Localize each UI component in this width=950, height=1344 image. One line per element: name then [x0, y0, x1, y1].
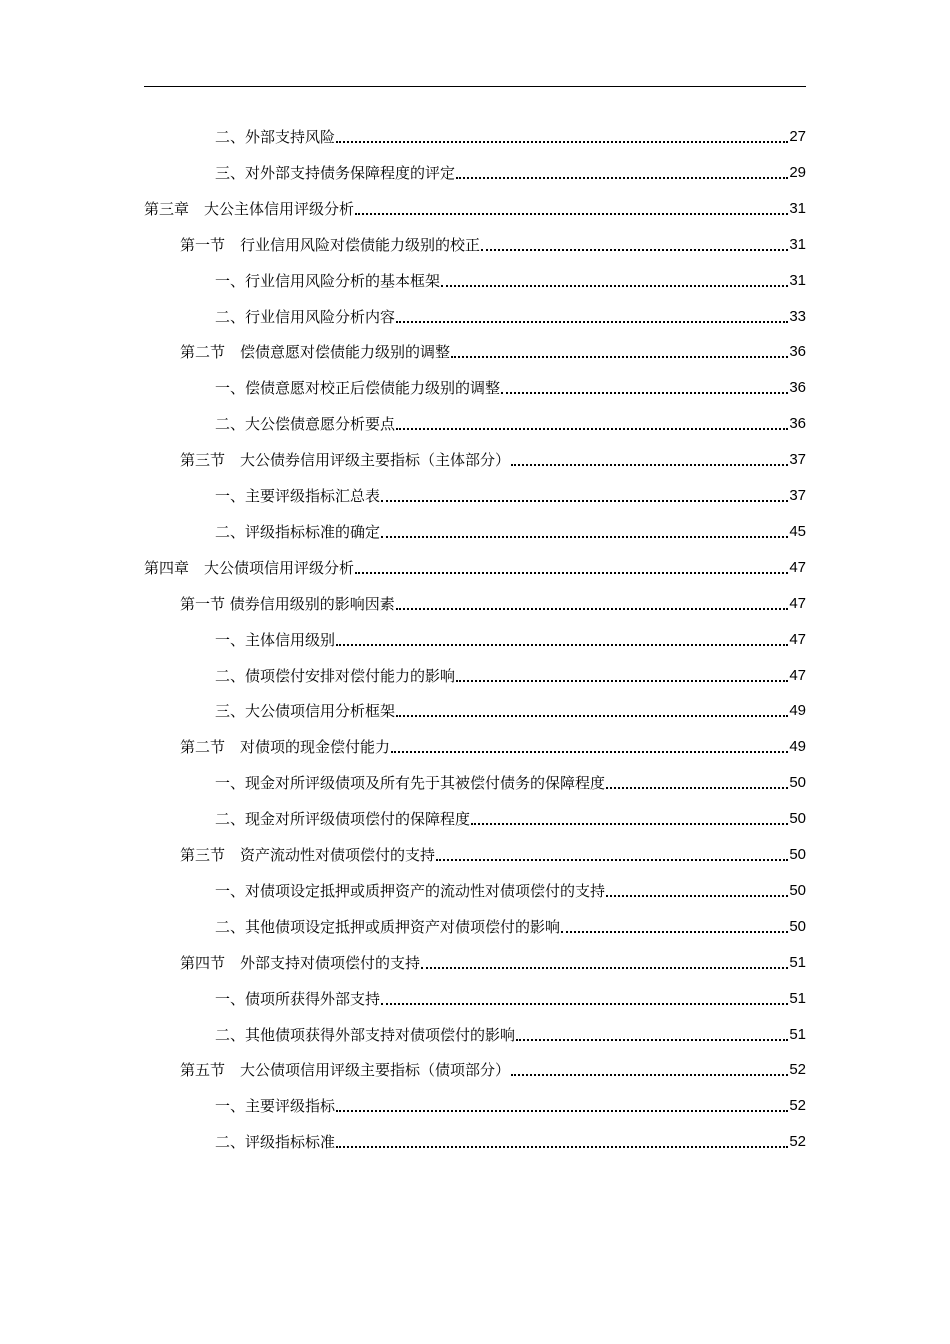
dot-leader [336, 137, 788, 143]
toc-entry[interactable] [215, 757, 806, 793]
dot-leader [396, 424, 788, 430]
dot-leader [436, 855, 788, 861]
dot-leader [355, 209, 788, 215]
toc-entry-title: 三、大公债项信用分析框架 [215, 702, 396, 721]
toc-entry-title: 第三节 资产流动性对债项偿付的支持 [180, 846, 436, 864]
dot-leader [606, 783, 788, 789]
toc-entry-title: 第二节 偿债意愿对偿债能力级别的调整 [180, 343, 451, 362]
toc-entry-page: 37 [789, 487, 806, 504]
toc-entry-page: 49 [789, 738, 806, 756]
dot-leader [516, 1035, 788, 1041]
toc-entry-page: 51 [789, 989, 806, 1007]
toc-entry-page: 37 [789, 451, 806, 469]
toc-entry[interactable] [215, 685, 806, 721]
dot-leader [336, 1142, 788, 1148]
toc-entry-title: 二、债项偿付安排对偿付能力的影响 [215, 666, 456, 685]
toc-entry-page: 31 [789, 235, 806, 253]
toc-entry-title: 二、其他债项获得外部支持对债项偿付的影响 [215, 1025, 516, 1044]
toc-entry-page: 31 [789, 271, 806, 289]
toc-entry-title: 二、行业信用风险分析内容 [215, 307, 396, 326]
toc-entry[interactable] [215, 111, 806, 147]
toc-entry[interactable] [215, 470, 806, 506]
toc-entry[interactable] [215, 362, 806, 398]
toc-entry-page: 50 [789, 881, 806, 899]
toc-entry-page: 52 [789, 1133, 806, 1151]
toc-entry-page: 51 [789, 953, 806, 971]
toc-entry[interactable] [215, 506, 806, 542]
toc-entry-title: 一、偿债意愿对校正后偿债能力级别的调整 [215, 379, 501, 398]
toc-entry-page: 50 [789, 810, 806, 828]
dot-leader [481, 245, 788, 251]
dot-leader [511, 460, 788, 466]
dot-leader [381, 532, 788, 538]
toc-entry-title: 二、现金对所评级债项偿付的保障程度 [215, 810, 471, 829]
dot-leader [381, 999, 788, 1005]
toc-entry-page: 47 [789, 666, 806, 684]
toc-entry[interactable] [180, 219, 806, 255]
toc-entry-page: 50 [789, 774, 806, 792]
dot-leader [391, 747, 788, 753]
toc-entry-title: 二、评级指标标准的确定 [215, 522, 381, 541]
toc-entry-title: 一、债项所获得外部支持 [215, 989, 381, 1008]
toc-entry-title: 一、主要评级指标 [215, 1097, 336, 1116]
toc-entry-page: 29 [789, 163, 806, 181]
dot-leader [451, 352, 788, 358]
toc-entry-title: 一、现金对所评级债项及所有先于其被偿付债务的保障程度 [215, 774, 606, 793]
toc-entry-title: 一、主要评级指标汇总表 [215, 487, 381, 505]
toc-entry[interactable] [215, 865, 806, 901]
toc-entry[interactable] [144, 183, 806, 219]
dot-leader [336, 1106, 788, 1112]
toc-entry[interactable] [180, 326, 806, 362]
dot-leader [501, 388, 788, 394]
toc-entry[interactable] [180, 578, 806, 614]
toc-entry-title: 一、主体信用级别 [215, 630, 336, 649]
toc-entry[interactable] [215, 147, 806, 183]
toc-entry[interactable] [215, 255, 806, 291]
dot-leader [471, 819, 788, 825]
dot-leader [381, 496, 788, 502]
toc-entry-title: 一、行业信用风险分析的基本框架 [215, 271, 441, 290]
toc-entry[interactable] [215, 1080, 806, 1116]
toc-entry-title: 一、对债项设定抵押或质押资产的流动性对债项偿付的支持 [215, 881, 606, 900]
toc-entry-page: 50 [789, 917, 806, 935]
toc-entry-title: 二、外部支持风险 [215, 128, 336, 146]
toc-entry-title: 第四章 大公债项信用评级分析 [144, 558, 355, 577]
toc-entry-page: 47 [789, 594, 806, 612]
toc-entry-page: 36 [789, 379, 806, 397]
toc-entry-title: 第二节 对债项的现金偿付能力 [180, 738, 391, 757]
toc-entry[interactable] [215, 1009, 806, 1045]
toc-entry-page: 36 [789, 343, 806, 361]
toc-entry[interactable] [180, 1044, 806, 1080]
toc-entry[interactable] [215, 973, 806, 1009]
dot-leader [355, 568, 788, 574]
toc-entry-page: 47 [789, 558, 806, 576]
toc-entry[interactable] [215, 614, 806, 650]
dot-leader [336, 640, 788, 646]
dot-leader [396, 317, 788, 323]
toc-entry-page: 52 [789, 1061, 806, 1079]
toc-entry-title: 第三章 大公主体信用评级分析 [144, 199, 355, 218]
toc-entry[interactable] [215, 650, 806, 686]
toc-entry-page: 49 [789, 702, 806, 720]
toc-entry[interactable] [215, 793, 806, 829]
toc-entry-page: 31 [789, 199, 806, 217]
dot-leader [456, 676, 788, 682]
toc-entry[interactable] [215, 398, 806, 434]
toc-entry[interactable] [215, 1116, 806, 1152]
toc-entry-page: 27 [789, 128, 806, 145]
dot-leader [396, 711, 788, 717]
toc-entry[interactable] [180, 937, 806, 973]
dot-leader [441, 281, 788, 287]
toc-entry[interactable] [180, 829, 806, 865]
toc-entry-title: 二、大公偿债意愿分析要点 [215, 415, 396, 434]
toc-entry-page: 47 [789, 630, 806, 648]
toc-entry[interactable] [215, 291, 806, 327]
toc-entry-title: 第一节 债券信用级别的影响因素 [180, 594, 395, 613]
toc-entry-page: 51 [789, 1025, 806, 1043]
toc-entry[interactable] [180, 434, 806, 470]
toc-entry[interactable] [215, 901, 806, 937]
toc-entry[interactable] [144, 542, 806, 578]
toc-entry[interactable] [180, 721, 806, 757]
toc-entry-title: 二、其他债项设定抵押或质押资产对债项偿付的影响 [215, 917, 561, 936]
dot-leader [421, 963, 788, 969]
toc-entry-page: 52 [789, 1097, 806, 1115]
toc-entry-title: 第三节 大公债券信用评级主要指标（主体部分） [180, 451, 511, 470]
dot-leader [396, 604, 789, 610]
dot-leader [456, 173, 788, 179]
dot-leader [606, 891, 788, 897]
toc-entry-page: 50 [789, 846, 806, 863]
dot-leader [511, 1070, 788, 1076]
toc-entry-title: 第四节 外部支持对债项偿付的支持 [180, 953, 421, 972]
toc-entry-page: 36 [789, 415, 806, 433]
toc-entry-page: 45 [789, 522, 806, 540]
toc-entry-title: 二、评级指标标准 [215, 1133, 336, 1152]
toc-entry-title: 第一节 行业信用风险对偿债能力级别的校正 [180, 235, 481, 254]
toc-entry-title: 三、对外部支持债务保障程度的评定 [215, 163, 456, 182]
toc-entry-page: 33 [789, 307, 806, 325]
header-rule [144, 86, 806, 87]
toc-entry-title: 第五节 大公债项信用评级主要指标（债项部分） [180, 1061, 511, 1080]
dot-leader [561, 927, 788, 933]
